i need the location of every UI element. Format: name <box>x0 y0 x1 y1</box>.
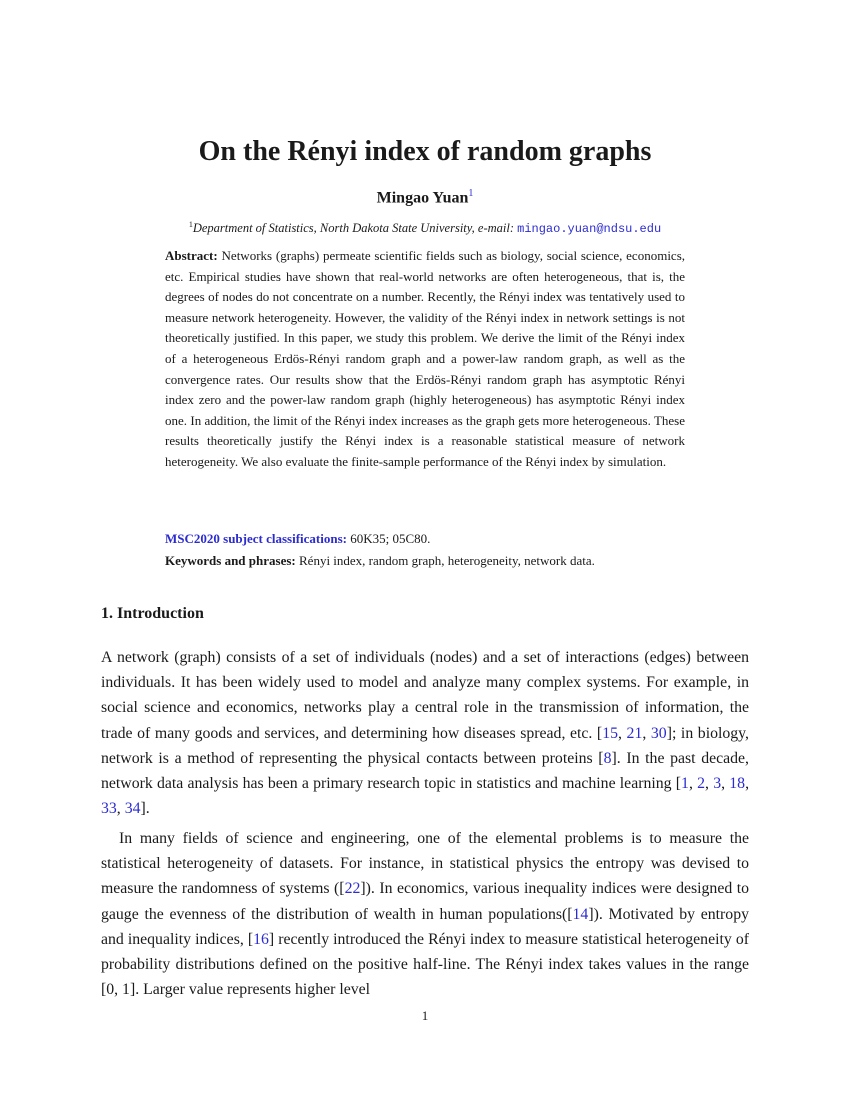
citation-separator: , <box>721 775 730 793</box>
citation-separator: , <box>642 724 651 742</box>
para1-text-2: ]; in biology, network is a method of representing the physical contacts between proteins [ <box>101 724 749 767</box>
author-name: Mingao Yuan <box>376 189 469 207</box>
abstract-label: Abstract: <box>165 248 218 263</box>
citation-separator: , <box>688 775 698 793</box>
arxiv-stamp <box>18 200 58 800</box>
citation-link[interactable]: 3 <box>713 775 722 793</box>
citation-separator: , <box>618 724 627 742</box>
citation-link[interactable]: 1 <box>681 775 689 793</box>
para1-text-4: ]. <box>140 800 150 818</box>
citation-link[interactable]: 14 <box>572 905 589 923</box>
citation-separator: , <box>745 775 750 793</box>
msc-value: 60K35; 05C80. <box>347 531 431 546</box>
citation-link[interactable]: 8 <box>603 749 612 767</box>
para2-text-2: ]). In economics, various inequality indices were designed to gauge the evenness of the distribution of wealth in human populations([ <box>101 880 750 923</box>
msc-label-link[interactable]: MSC2020 subject classifications: <box>165 531 347 546</box>
author-email-link[interactable]: mingao.yuan@ndsu.edu <box>517 222 662 237</box>
msc-classifications <box>165 531 685 547</box>
citation-link[interactable]: 34 <box>124 800 141 818</box>
para2-text-1: In many fields of science and engineering, one of the elemental problems is to measure the statistical heterogeneity of datasets. For instance, in statistical physics the entropy was devised to measure the randomness of systems ([ <box>101 830 749 898</box>
keywords-label: Keywords and phrases: <box>165 553 296 568</box>
intro-paragraph-1 <box>101 645 749 821</box>
affiliation-text: Department of Statistics, North Dakota State University, e-mail: <box>192 221 518 236</box>
para2-text-3: ]). Motivated by entropy and inequality indices, [ <box>101 905 749 948</box>
section-heading-introduction: 1. Introduction <box>101 605 204 622</box>
citation-link[interactable]: 22 <box>344 880 361 898</box>
citation-link[interactable]: 21 <box>626 724 643 742</box>
citation-link[interactable]: 30 <box>650 724 667 742</box>
para1-text-3: ]. In the past decade, network data analysis has been a primary research topic in statistics and machine learning [ <box>101 749 749 793</box>
citation-separator: , <box>705 775 714 793</box>
page-number: 1 <box>421 1008 429 1023</box>
keywords-value: Rényi index, random graph, heterogeneity, network data. <box>295 553 595 568</box>
affiliation-marker: 1 <box>188 220 193 229</box>
keywords-line <box>165 553 685 569</box>
citation-separator: , <box>116 800 125 818</box>
abstract-text: Networks (graphs) permeate scientific fields such as biology, social science, economics, etc. Empirical studies have shown that real-world networks are often heterogeneous, that is, the degrees of nodes do not concentrate on a number. Recently, the Rényi index was tentatively used to measure network heterogeneity. However, the validity of the Rényi index in network settings is not theoretically justified. In this paper, we study this problem. We derive the limit of the Rényi index of a heterogeneous Erdös-Rényi random graph and a power-law random graph, as well as the convergence rates. Our results show that the Erdös-Rényi random graph has asymptotic Rényi index zero and the power-law random graph (highly heterogeneous) has asymptotic Rényi index one. In addition, the limit of the Rényi index increases as the graph gets more heterogeneous. These results theoretically justify the Rényi index is a reasonable statistical measure of network heterogeneity. We also evaluate the finite-sample performance of the Rényi index by simulation. <box>165 248 686 469</box>
citation-link[interactable]: 16 <box>253 930 269 948</box>
paper-title: On the Rényi index of random graphs <box>198 136 652 167</box>
para2-text-4: ] recently introduced the Rényi index to measure statistical heterogeneity of probability distributions defined on the positive half-line. The Rényi index takes values in the range [0, 1]. Larger value represents higher level <box>101 930 749 999</box>
citation-link[interactable]: 15 <box>602 724 618 742</box>
author-affiliation-marker[interactable]: 1 <box>468 188 474 199</box>
citation-link[interactable]: 2 <box>697 775 706 793</box>
author-line <box>0 188 850 207</box>
intro-paragraph-2 <box>101 826 749 1002</box>
abstract-block <box>165 246 685 473</box>
citation-link[interactable]: 33 <box>101 800 117 818</box>
citation-link[interactable]: 18 <box>729 775 746 793</box>
para1-text-1: A network (graph) consists of a set of individuals (nodes) and a set of interactions (edges) between individuals. It has been widely used to model and analyze many complex systems. For example, in social science and economics, networks play a central role in the transmission of information, the trade of many goods and services, and determining how diseases spread, etc. [ <box>101 649 749 742</box>
affiliation-line <box>0 220 850 236</box>
